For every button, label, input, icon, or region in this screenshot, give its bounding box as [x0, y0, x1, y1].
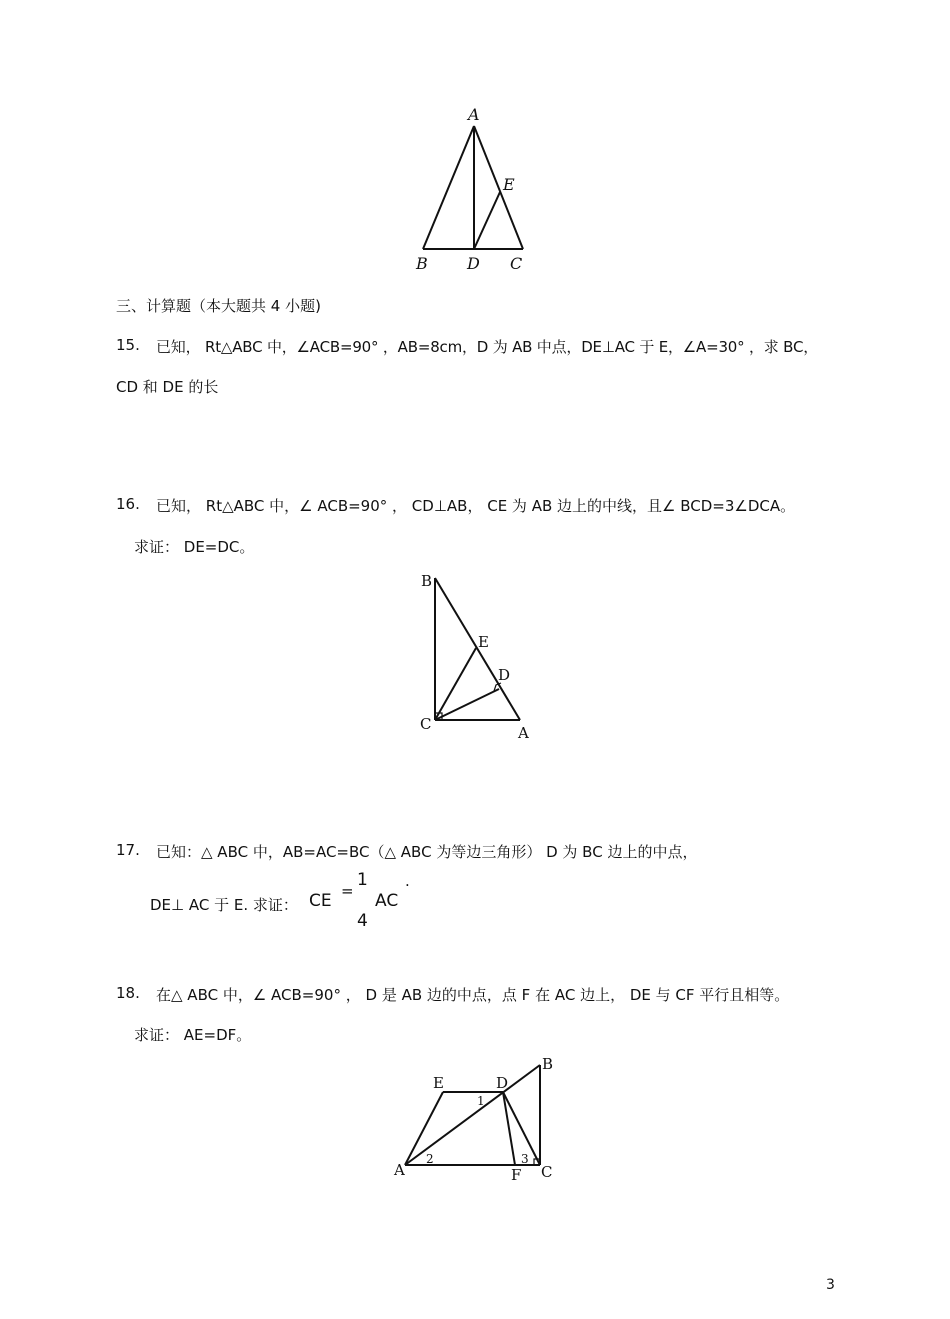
label-c: C	[541, 1163, 553, 1181]
q15-line2: CD 和 DE 的长	[116, 378, 219, 396]
label-e: E	[433, 1074, 444, 1092]
q17-period: .	[405, 872, 410, 890]
figure-right-triangle-median	[410, 565, 540, 750]
q18-number: 18.	[116, 984, 140, 1002]
q17-ac: AC	[375, 891, 399, 911]
segment-de	[474, 192, 500, 249]
figure-isosceles-triangle	[400, 100, 550, 280]
segment-ab	[423, 126, 474, 249]
q18-proof: 求证： AE=DF。	[134, 1026, 252, 1044]
label-e: E	[478, 633, 489, 651]
label-b: B	[421, 572, 433, 590]
label-b: B	[542, 1055, 554, 1073]
q17-proof-prefix: DE⊥ AC 于 E. 求证：	[150, 896, 298, 914]
label-c: C	[510, 254, 523, 273]
label-a: A	[394, 1161, 405, 1179]
label-a: A	[518, 724, 529, 742]
label-e: E	[503, 175, 515, 194]
section-heading: 三、计算题（本大题共 4 小题)	[116, 297, 321, 315]
label-b: B	[416, 254, 428, 273]
label-d: D	[498, 666, 511, 684]
q18-line1: 在△ ABC 中，∠ ACB=90° ， D 是 AB 边的中点，点 F 在 AC 边上， DE 与 CF 平行且相等。	[156, 986, 790, 1004]
q15-line1: 已知， Rt△ABC 中，∠ACB=90° ，AB=8cm，D 为 AB 中点，DE⊥AC 于 E，∠A=30° ，求 BC，	[156, 338, 819, 356]
q17-number: 17.	[116, 841, 140, 859]
page-number: 3	[826, 1277, 835, 1293]
q16-number: 16.	[116, 495, 140, 513]
q17-fraction-numerator: 1	[357, 870, 368, 890]
label-2: 2	[426, 1152, 434, 1166]
label-f: F	[511, 1166, 522, 1184]
q17-equals: =	[341, 882, 354, 900]
q17-line1: 已知：△ ABC 中，AB=AC=BC（△ ABC 为等边三角形） D 为 BC 边上的中点，	[156, 843, 698, 861]
q15-number: 15.	[116, 336, 140, 354]
segment-ab	[405, 1065, 540, 1165]
q16-proof: 求证： DE=DC。	[134, 538, 255, 556]
q17-ce: CE	[309, 891, 332, 911]
segment-ae	[405, 1092, 443, 1165]
label-3: 3	[521, 1152, 529, 1166]
label-d: D	[467, 254, 480, 273]
label-a: A	[468, 105, 480, 124]
q17-fraction-denominator: 4	[357, 911, 368, 931]
label-d: D	[496, 1074, 509, 1092]
label-1: 1	[477, 1094, 485, 1108]
label-c: C	[420, 715, 432, 733]
figure-trapezoid	[385, 1045, 565, 1185]
q16-line1: 已知， Rt△ABC 中，∠ ACB=90° ， CD⊥AB， CE 为 AB 边上的中线，且∠ BCD=3∠DCA。	[156, 497, 796, 515]
